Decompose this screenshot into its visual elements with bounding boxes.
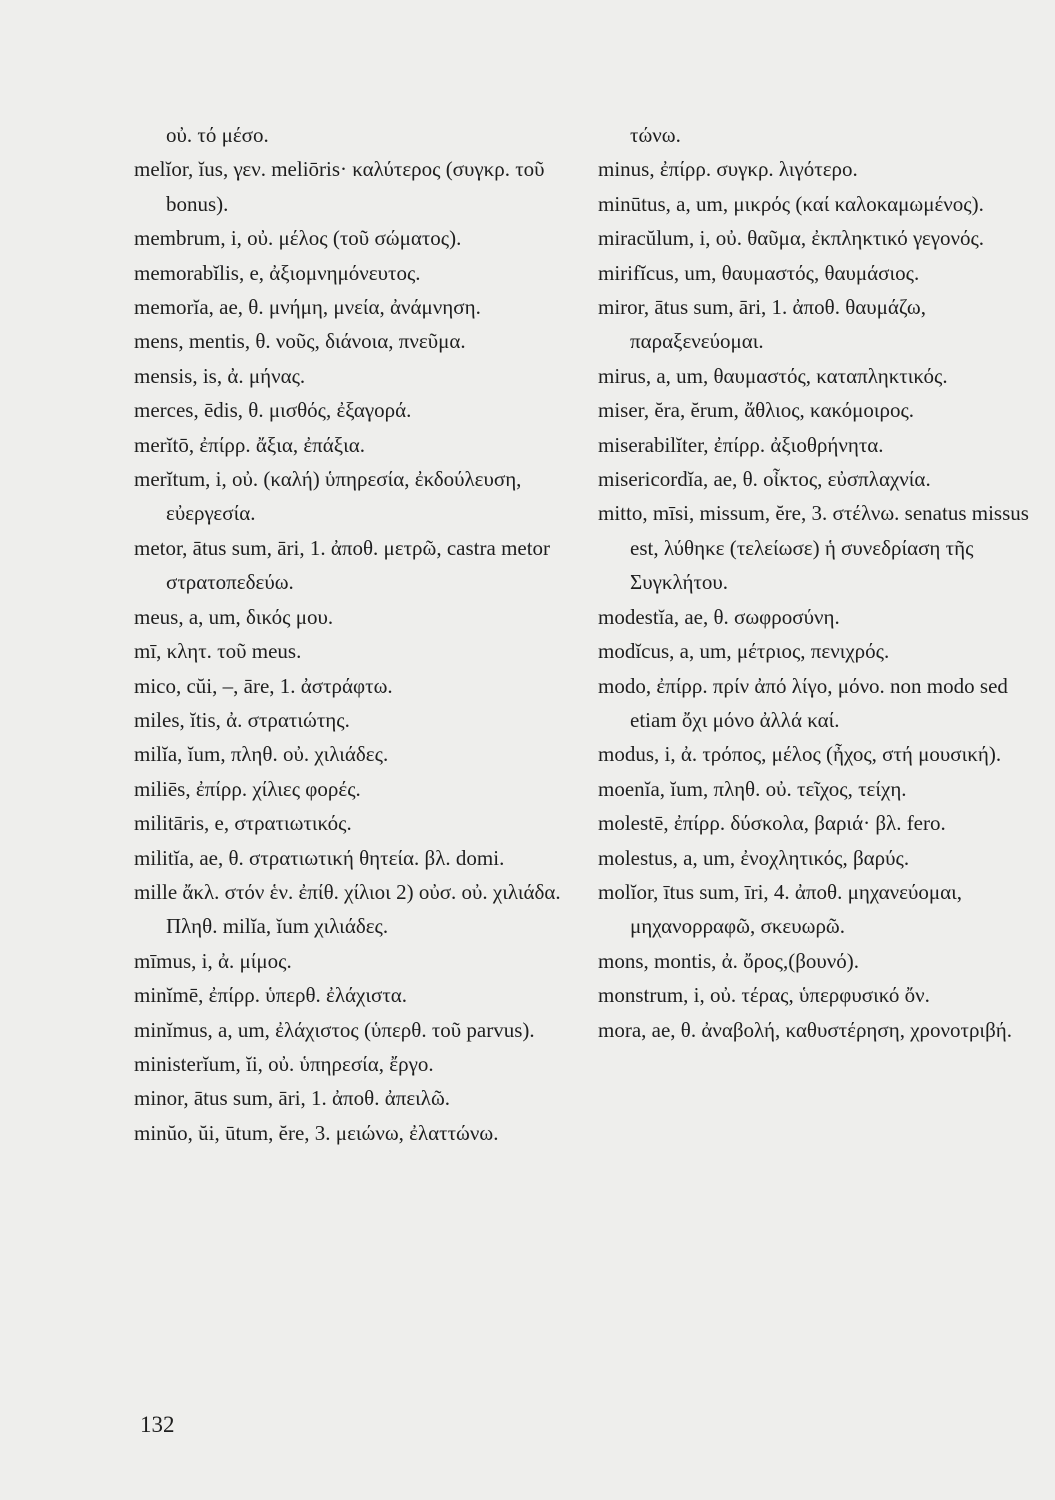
- dictionary-entry: misericordĭa, ae, θ. οἶκτος, εὐσπλαχνία.: [598, 467, 931, 492]
- dictionary-entry: ministerĭum, ĭi, οὐ. ὑπηρεσία, ἔργο.: [134, 1051, 434, 1076]
- dictionary-entry: minor, ātus sum, āri, 1. ἀποθ. ἀπειλῶ.: [134, 1086, 451, 1111]
- dictionary-entry: οὐ. τό μέσο.: [166, 123, 269, 147]
- dictionary-entry: modestĭa, ae, θ. σωφροσύνη.: [598, 604, 840, 629]
- dictionary-entry: mico, cŭi, –, āre, 1. ἀστράφτω.: [134, 673, 393, 698]
- right-column: [598, 118, 1038, 1047]
- dictionary-entry: minĭmē, ἐπίρρ. ὑπερθ. ἐλάχιστα.: [134, 983, 408, 1008]
- dictionary-entry: membrum, i, οὐ. μέλος (τοῦ σώματος).: [134, 226, 462, 251]
- dictionary-entry: mī, κλητ. τοῦ meus.: [134, 639, 302, 664]
- dictionary-entry: moenĭa, ĭum, πληθ. οὐ. τεῖχος, τείχη.: [598, 776, 907, 801]
- dictionary-entry: mille ἄκλ. στόν ἑν. ἐπίθ. χίλιοι 2) οὐσ. οὐ. χιλιάδα. Πληθ. milĭa, ĭum χιλιάδες.: [134, 879, 561, 939]
- dictionary-entry: minŭo, ŭi, ūtum, ĕre, 3. μειώνω, ἐλαττώνω.: [134, 1120, 499, 1145]
- dictionary-entry: miracŭlum, i, οὐ. θαῦμα, ἐκπληκτικό γεγονός.: [598, 226, 985, 251]
- page-number: 132: [140, 1412, 175, 1437]
- dictionary-entry: miror, ātus sum, āri, 1. ἀποθ. θαυμάζω, παραξενεύομαι.: [598, 295, 926, 354]
- dictionary-entry: miles, ĭtis, ἀ. στρατιώτης.: [134, 707, 350, 732]
- dictionary-entry: mirus, a, um, θαυμαστός, καταπληκτικός.: [598, 363, 948, 388]
- dictionary-entry: minūtus, a, um, μικρός (καί καλοκαμωμένος).: [598, 191, 984, 216]
- dictionary-entry: mons, montis, ἀ. ὄρος,(βουνό).: [598, 948, 860, 973]
- dictionary-entry: monstrum, i, οὐ. τέρας, ὑπερφυσικό ὄν.: [598, 983, 930, 1008]
- dictionary-entry: mirifĭcus, um, θαυμαστός, θαυμάσιος.: [598, 260, 920, 285]
- dictionary-entry: molestē, ἐπίρρ. δύσκολα, βαριά· βλ. fero.: [598, 811, 946, 836]
- dictionary-entry: melĭor, ĭus, γεν. meliōris· καλύτερος (συγκρ. τοῦ bonus).: [134, 157, 545, 216]
- dictionary-entry: miser, ĕra, ĕrum, ἄθλιος, κακόμοιρος.: [598, 398, 915, 423]
- dictionary-entry: militāris, e, στρατιωτικός.: [134, 811, 352, 836]
- dictionary-entry: merĭtō, ἐπίρρ. ἄξια, ἐπάξια.: [134, 432, 366, 457]
- dictionary-entry: minĭmus, a, um, ἐλάχιστος (ὑπερθ. τοῦ parvus).: [134, 1017, 535, 1042]
- dictionary-entry: mīmus, i, ἀ. μίμος.: [134, 948, 292, 973]
- dictionary-entry: meus, a, um, δικός μου.: [134, 604, 334, 629]
- dictionary-entry: τώνω.: [630, 123, 681, 147]
- dictionary-entry: molestus, a, um, ἐνοχλητικός, βαρύς.: [598, 845, 910, 870]
- dictionary-entry: memorabĭlis, e, ἀξιομνημόνευτος.: [134, 260, 421, 285]
- dictionary-entry: modĭcus, a, um, μέτριος, πενιχρός.: [598, 639, 890, 664]
- dictionary-entry: minus, ἐπίρρ. συγκρ. λιγότερο.: [598, 157, 858, 182]
- dictionary-entry: mora, ae, θ. ἀναβολή, καθυστέρηση, χρονοτριβή.: [598, 1017, 1012, 1042]
- dictionary-entry: mensis, is, ἀ. μήνας.: [134, 363, 306, 388]
- dictionary-entry: molĭor, ītus sum, īri, 4. ἀποθ. μηχανεύομαι, μηχανορραφῶ, σκευωρῶ.: [598, 879, 963, 939]
- dictionary-entry: metor, ātus sum, āri, 1. ἀποθ. μετρῶ, castra metor στρατοπεδεύω.: [134, 535, 551, 595]
- dictionary-entry: memorĭa, ae, θ. μνήμη, μνεία, ἀνάμνηση.: [134, 295, 481, 320]
- dictionary-entry: mitto, mīsi, missum, ĕre, 3. στέλνω. senatus missus est, λύθηκε (τελείωσε) ἡ συνεδρίαση τῆς Συγκλήτου.: [598, 501, 1029, 595]
- left-column: [134, 118, 574, 1150]
- dictionary-entry: milĭa, ĭum, πληθ. οὐ. χιλιάδες.: [134, 742, 389, 767]
- dictionary-entry: militĭa, ae, θ. στρατιωτική θητεία. βλ. domi.: [134, 845, 505, 870]
- dictionary-entry: modo, ἐπίρρ. πρίν ἀπό λίγο, μόνο. non modo sed etiam ὄχι μόνο ἀλλά καί.: [598, 673, 1008, 732]
- dictionary-entry: merĭtum, i, οὐ. (καλή) ὑπηρεσία, ἐκδούλευση, εὐεργεσία.: [134, 467, 522, 526]
- dictionary-entry: merces, ēdis, θ. μισθός, ἐξαγορά.: [134, 398, 412, 423]
- dictionary-entry: miliēs, ἐπίρρ. χίλιες φορές.: [134, 776, 361, 801]
- dictionary-entry: modus, i, ἀ. τρόπος, μέλος (ἦχος, στή μουσική).: [598, 742, 1002, 767]
- dictionary-entry: miserabilĭter, ἐπίρρ. ἀξιοθρήνητα.: [598, 432, 884, 457]
- dictionary-entry: mens, mentis, θ. νοῦς, διάνοια, πνεῦμα.: [134, 329, 466, 354]
